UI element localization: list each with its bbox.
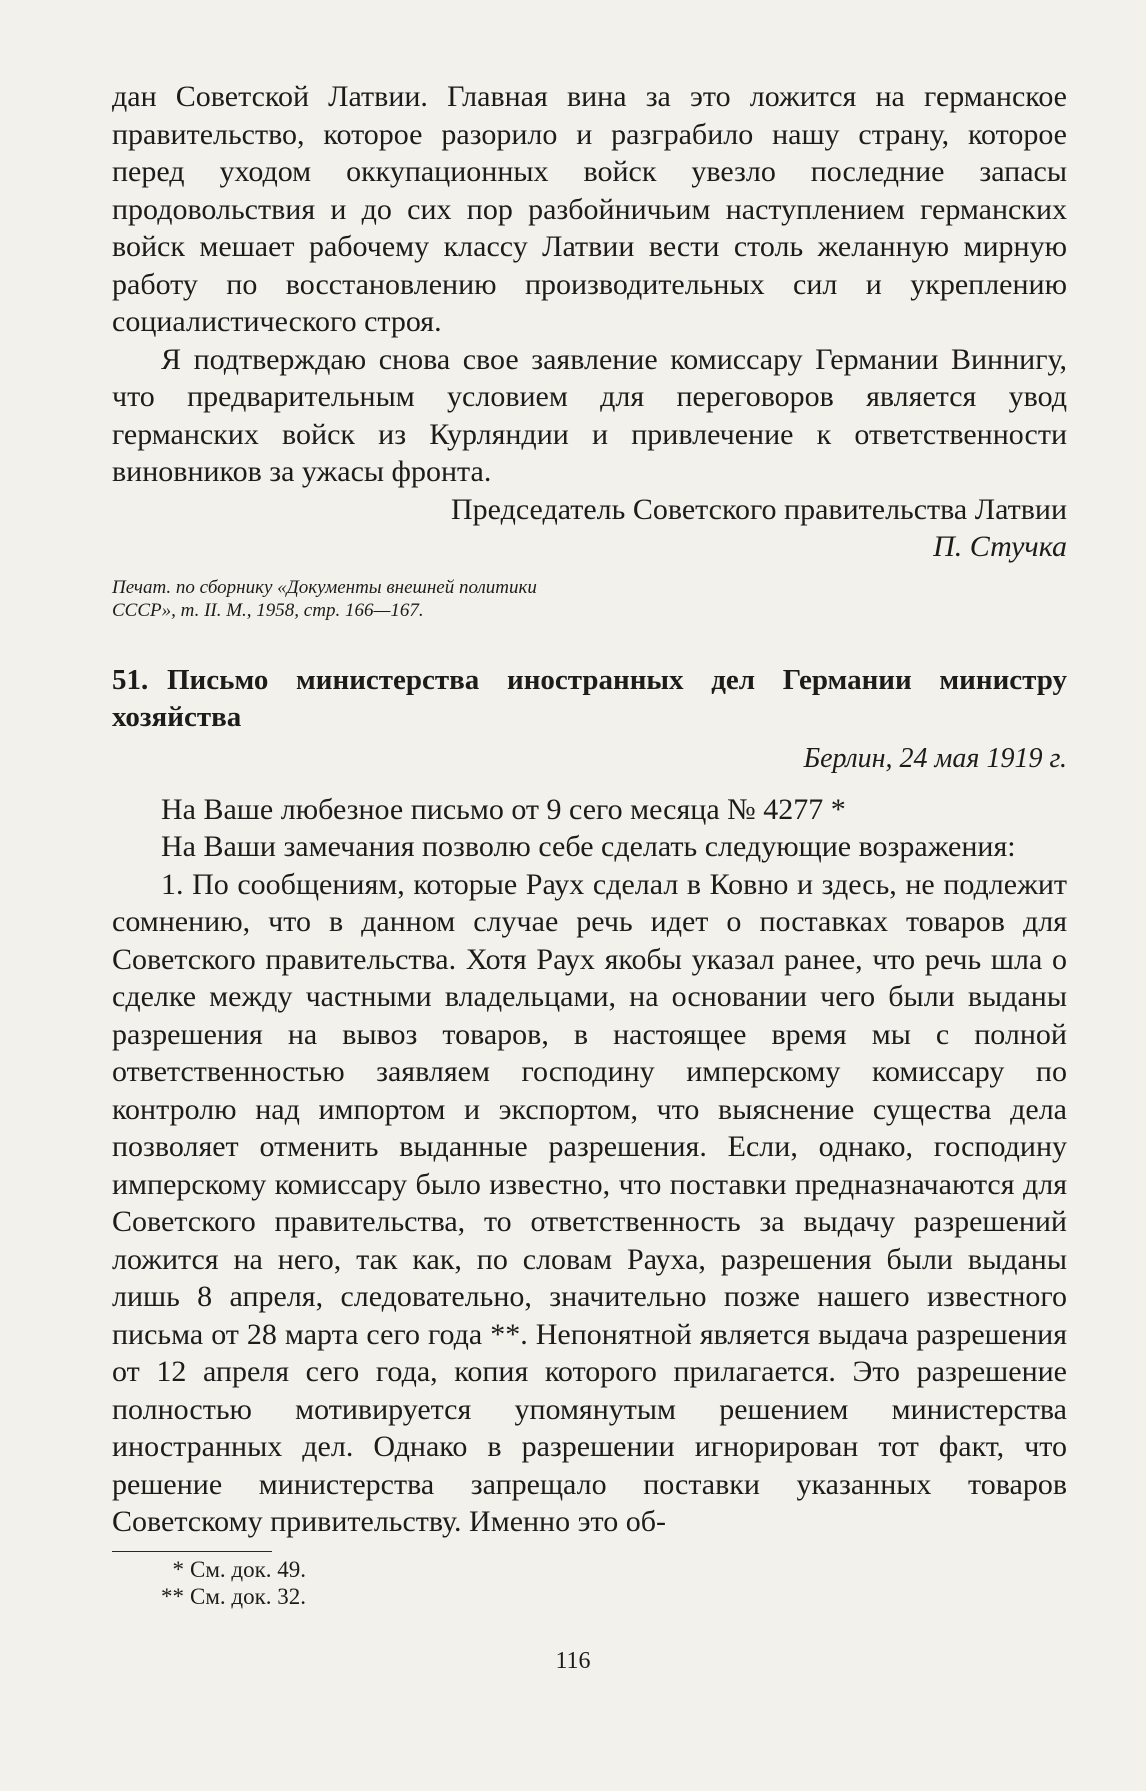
footnote-text: См. док. 32. [190,1583,307,1609]
signature-title: Председатель Советского правительства Латвии [451,492,1067,526]
signature-name: П. Стучка [933,530,1067,563]
footnote-mark: * [172,1556,184,1582]
paragraph-statement: Я подтверждаю снова свое заявление комиссару Германии Виннигу, что предварительным условием для переговоров является увод германских войск из Курляндии и привлечение к ответственности виновников за ужасы фронта. [112,342,1067,488]
footnote [112,1583,1067,1610]
paragraph-reference: На Ваше любезное письмо от 9 сего месяца № 4277 * [161,792,846,826]
document-number: 51. [112,663,149,696]
footnote-mark: ** [161,1583,184,1609]
page-number: 116 [555,1648,591,1674]
footnote [112,1556,1067,1583]
paragraph-continuation: дан Советской Латвии. Главная вина за это ложится на германское правительство, которое разорило и разграбило нашу страну, которое перед уходом оккупационных войск увезло последние запасы продовольствия и до сих пор разбойничьим наступлением германских войск мешает рабочему классу Латвии вести столь желанную мирную работу по восстановлению производительных сил и укреплению социалистического строя. [112,80,1067,338]
document-heading [112,662,1067,736]
document-page [112,78,1067,1610]
footnote-divider [112,1551,272,1552]
source-note: Печат. по сборнику «Документы внешней политики СССР», т. II. М., 1958, стр. 166—167. [112,576,537,621]
paragraph-intro: На Ваши замечания позволю себе сделать следующие возражения: [161,830,1016,863]
dateline: Берлин, 24 мая 1919 г. [803,742,1067,774]
document-title: Письмо министерства иностранных дел Германии министру хозяйства [112,663,1067,733]
footnote-text: См. док. 49. [190,1556,307,1582]
paragraph-point-1: 1. По сообщениям, которые Раух сделал в Ковно и здесь, не подлежит сомнению, что в данном случае речь идет о поставках товаров для Советского правительства. Хотя Раух якобы указал ранее, что речь шла о сделке между частными владельцами, на основании чего были выданы разрешения на вывоз товаров, в настоящее время мы с полной ответственностью заявляем господину имперскому комиссару по контролю над импортом и экспортом, что выяснение существа дела позволяет отменить выданные разрешения. Если, однако, господину имперскому комиссару было известно, что поставки предназначаются для Советского правительства, то ответственность за выдачу разрешений ложится на него, так как, по словам Рауха, разрешения были выданы лишь 8 апреля, следовательно, значительно позже нашего известного письма от 28 марта сего года **. Непонятной является выдача разрешения от 12 апреля сего года, копия которого прилагается. Это разрешение полностью мотивируется упомянутым решением министерства иностранных дел. Однако в разрешении игнорирован тот факт, что решение министерства запрещало поставки указанных товаров Советскому привительству. Именно это об- [112,867,1067,1538]
